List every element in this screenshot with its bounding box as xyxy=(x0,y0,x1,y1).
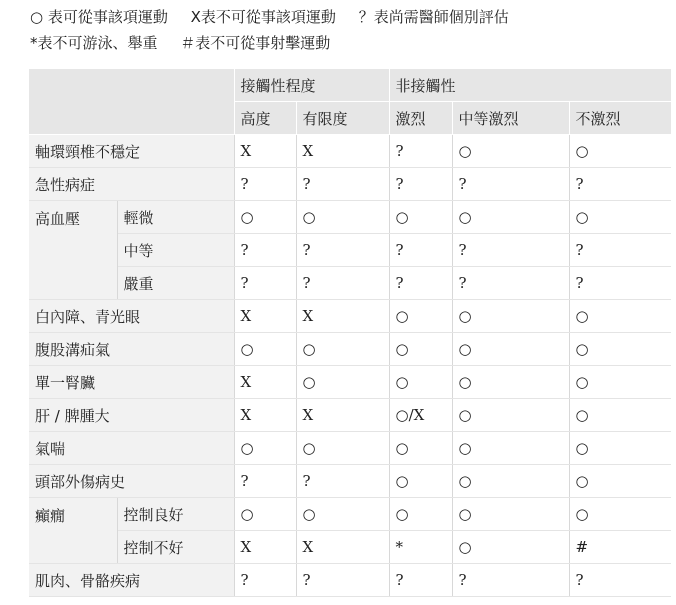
header-group-noncontact: 非接觸性 xyxy=(389,69,671,102)
eligibility-cell: ? xyxy=(296,465,389,498)
eligibility-cell: ? xyxy=(569,234,671,267)
eligibility-cell: ? xyxy=(569,564,671,597)
eligibility-cell: ○/X xyxy=(389,399,452,432)
table-row xyxy=(29,333,671,366)
eligibility-cell: ? xyxy=(234,564,296,597)
eligibility-cell: ○ xyxy=(234,432,296,465)
eligibility-cell: ○ xyxy=(452,498,569,531)
table-row xyxy=(29,234,671,267)
condition-label: 白內障、青光眼 xyxy=(29,300,234,333)
condition-sublabel: 控制不好 xyxy=(117,531,234,564)
eligibility-cell: ○ xyxy=(569,399,671,432)
condition-sublabel: 嚴重 xyxy=(117,267,234,300)
eligibility-cell: ○ xyxy=(569,201,671,234)
eligibility-cell: ○ xyxy=(569,465,671,498)
eligibility-cell: ○ xyxy=(234,498,296,531)
eligibility-cell: ○ xyxy=(452,531,569,564)
header-group-contact: 接觸性程度 xyxy=(234,69,389,102)
condition-label: 頭部外傷病史 xyxy=(29,465,234,498)
table-row xyxy=(29,399,671,432)
legend-item: ＃表不可從事射擊運動 xyxy=(180,34,331,52)
table-row xyxy=(29,564,671,597)
eligibility-cell: ? xyxy=(296,234,389,267)
eligibility-cell: ○ xyxy=(296,333,389,366)
eligibility-cell: ○ xyxy=(452,432,569,465)
eligibility-cell: ○ xyxy=(569,300,671,333)
legend-item: ？表尚需醫師個別評估 xyxy=(358,8,509,26)
eligibility-cell: X xyxy=(234,399,296,432)
table-row xyxy=(29,498,671,531)
legend-item: *表不可游泳、舉重 xyxy=(30,34,158,52)
eligibility-cell: ? xyxy=(296,168,389,201)
eligibility-cell: # xyxy=(569,531,671,564)
eligibility-cell: ? xyxy=(234,234,296,267)
header-group-row xyxy=(29,69,671,102)
eligibility-cell: ○ xyxy=(569,498,671,531)
eligibility-cell: ○ xyxy=(569,366,671,399)
eligibility-cell: ? xyxy=(234,465,296,498)
table-row xyxy=(29,465,671,498)
legend-item: ○ 表可從事該項運動 xyxy=(30,8,168,26)
eligibility-cell: X xyxy=(234,531,296,564)
eligibility-cell: ? xyxy=(296,564,389,597)
eligibility-cell: ○ xyxy=(389,300,452,333)
eligibility-cell: X xyxy=(296,399,389,432)
header-col: 激烈 xyxy=(389,102,452,135)
eligibility-cell: ? xyxy=(234,267,296,300)
condition-label: 腹股溝疝氣 xyxy=(29,333,234,366)
legend-item: X表不可從事該項運動 xyxy=(190,8,336,26)
eligibility-cell: ○ xyxy=(452,366,569,399)
eligibility-cell: X xyxy=(234,300,296,333)
header-col: 有限度 xyxy=(296,102,389,135)
legend-line-2 xyxy=(30,32,348,53)
condition-sublabel: 輕微 xyxy=(117,201,234,234)
condition-label: 高血壓 xyxy=(29,201,117,300)
eligibility-cell: ○ xyxy=(234,201,296,234)
eligibility-cell: ○ xyxy=(296,201,389,234)
eligibility-cell: ? xyxy=(389,135,452,168)
eligibility-cell: ? xyxy=(296,267,389,300)
sports-eligibility-table xyxy=(29,69,671,597)
condition-label: 氣喘 xyxy=(29,432,234,465)
condition-label: 肝 / 脾腫大 xyxy=(29,399,234,432)
table-row xyxy=(29,168,671,201)
eligibility-cell: * xyxy=(389,531,452,564)
eligibility-cell: ? xyxy=(452,267,569,300)
eligibility-cell: ? xyxy=(569,267,671,300)
eligibility-cell: ? xyxy=(452,168,569,201)
eligibility-cell: ○ xyxy=(296,432,389,465)
eligibility-cell: ○ xyxy=(389,366,452,399)
eligibility-cell: ? xyxy=(389,267,452,300)
eligibility-cell: X xyxy=(296,531,389,564)
eligibility-cell: ? xyxy=(389,234,452,267)
eligibility-cell: X xyxy=(296,135,389,168)
eligibility-cell: X xyxy=(234,135,296,168)
eligibility-cell: ○ xyxy=(452,465,569,498)
condition-label: 軸環頸椎不穩定 xyxy=(29,135,234,168)
table-row xyxy=(29,366,671,399)
legend-line-1 xyxy=(30,6,527,27)
condition-label: 急性病症 xyxy=(29,168,234,201)
header-corner xyxy=(29,69,234,135)
table-row xyxy=(29,135,671,168)
header-col: 高度 xyxy=(234,102,296,135)
condition-sublabel: 中等 xyxy=(117,234,234,267)
eligibility-cell: ○ xyxy=(569,432,671,465)
condition-sublabel: 控制良好 xyxy=(117,498,234,531)
eligibility-cell: ? xyxy=(234,168,296,201)
eligibility-cell: ? xyxy=(452,234,569,267)
header-col: 不激烈 xyxy=(569,102,671,135)
eligibility-cell: ○ xyxy=(569,135,671,168)
eligibility-cell: ? xyxy=(569,168,671,201)
eligibility-cell: ○ xyxy=(234,333,296,366)
header-col: 中等激烈 xyxy=(452,102,569,135)
eligibility-cell: ○ xyxy=(452,300,569,333)
eligibility-cell: ○ xyxy=(296,366,389,399)
condition-label: 單一腎臟 xyxy=(29,366,234,399)
condition-label: 肌肉、骨骼疾病 xyxy=(29,564,234,597)
eligibility-cell: ○ xyxy=(389,498,452,531)
eligibility-cell: X xyxy=(234,366,296,399)
condition-label: 癲癇 xyxy=(29,498,117,564)
eligibility-cell: ? xyxy=(389,564,452,597)
table-row xyxy=(29,432,671,465)
table-row xyxy=(29,201,671,234)
table-row xyxy=(29,267,671,300)
eligibility-cell: ○ xyxy=(389,333,452,366)
eligibility-cell: ○ xyxy=(389,465,452,498)
eligibility-cell: ○ xyxy=(296,498,389,531)
eligibility-cell: ○ xyxy=(452,399,569,432)
eligibility-cell: ○ xyxy=(569,333,671,366)
eligibility-cell: ○ xyxy=(389,432,452,465)
table-row xyxy=(29,300,671,333)
table-row xyxy=(29,531,671,564)
eligibility-cell: ○ xyxy=(389,201,452,234)
eligibility-cell: ○ xyxy=(452,135,569,168)
eligibility-cell: ? xyxy=(389,168,452,201)
eligibility-cell: ? xyxy=(452,564,569,597)
eligibility-cell: ○ xyxy=(452,333,569,366)
eligibility-cell: ○ xyxy=(452,201,569,234)
eligibility-cell: X xyxy=(296,300,389,333)
